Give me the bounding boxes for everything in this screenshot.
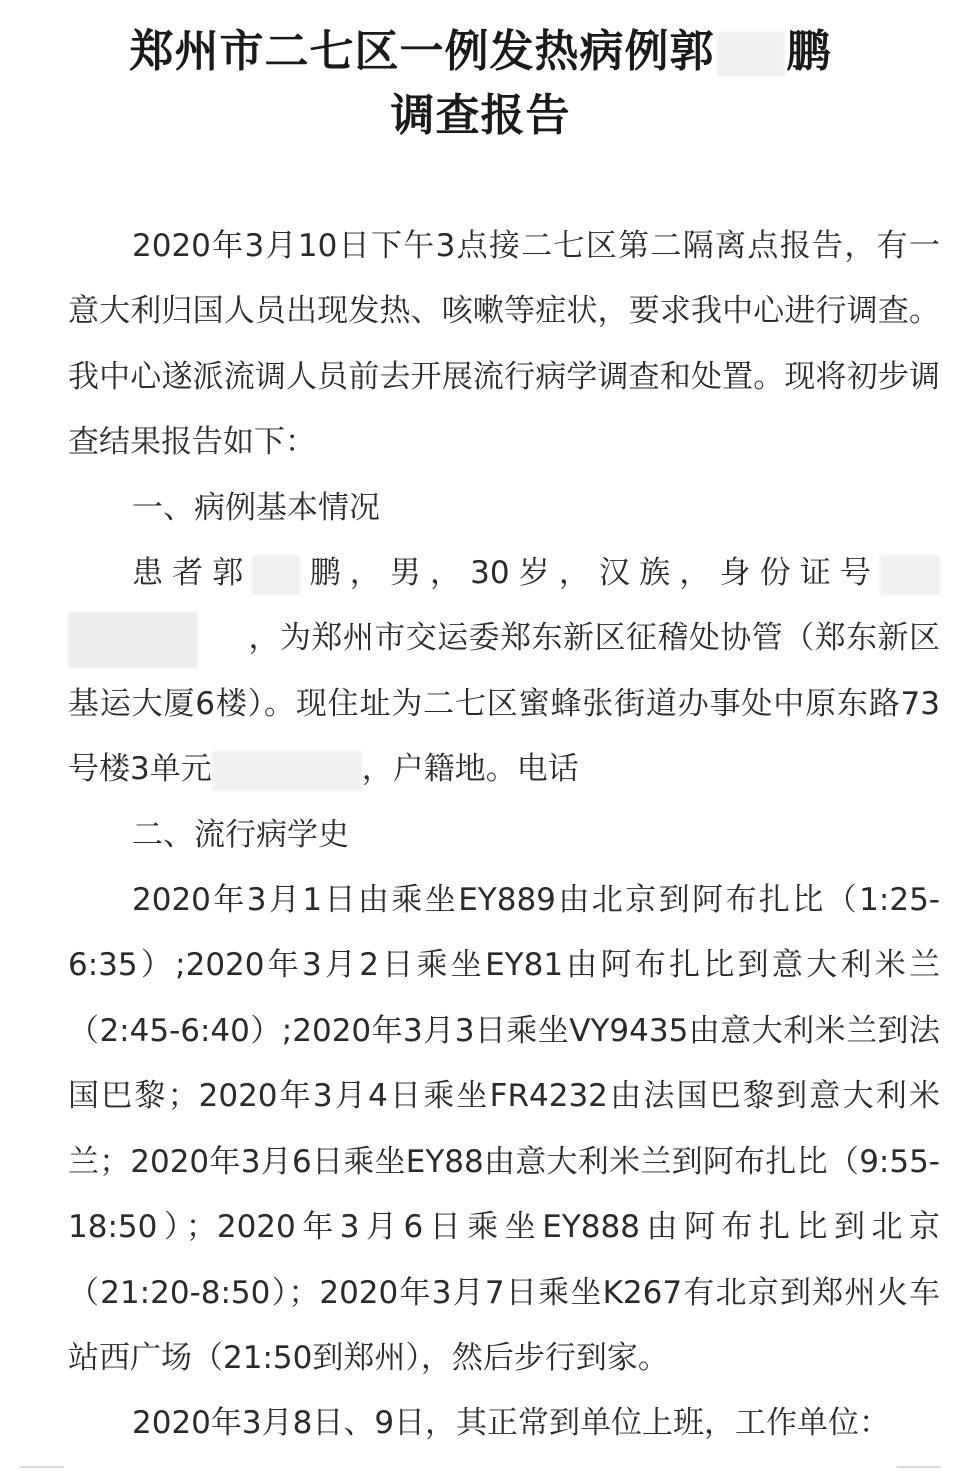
title-line-2: 调查报告 xyxy=(390,90,571,141)
redacted-id-blur xyxy=(880,555,940,595)
patient-text-d: ，户籍地。电话 xyxy=(361,751,579,788)
page-corner-mark xyxy=(897,1466,941,1476)
redacted-address-blur xyxy=(212,751,362,791)
title-line-1-prefix: 郑州市二七区一例发热病例郭 xyxy=(129,26,715,77)
redacted-id-blur xyxy=(68,612,198,668)
title-line-1 xyxy=(0,20,961,84)
redacted-name-blur xyxy=(252,555,300,595)
redacted-name-blur xyxy=(717,32,785,76)
travel-history-paragraph: 2020年3月1日由乘坐EY889由北京到阿布扎比（1:25-6:35）;2020年3月2日乘坐EY81由阿布扎比到意大利米兰（2:45-6:40）;2020年3月3日乘坐VY9435由意大利米兰到法国巴黎；2020年3月4日乘坐FR4232由法国巴黎到意大利米兰；2020年3月6日乘坐EY88由意大利米兰到阿布扎比（9:55-18:50）；2020年3月6日乘坐EY888由阿布扎比到北京（21:20-8:50）；2020年3月7日乘坐K267有北京到郑州火车站西广场（21:50到郑州），然后步行到家。 xyxy=(68,882,940,1376)
report-body xyxy=(68,214,940,1457)
patient-text-a: 患者郭 xyxy=(132,555,253,592)
patient-text-b: 鹏，男，30岁，汉族，身份证号 xyxy=(300,555,881,592)
intro-paragraph: 2020年3月10日下午3点接二七区第二隔离点报告，有一意大利归国人员出现发热、咳嗽等症状，要求我中心进行调查。我中心遂派流调人员前去开展流行病学调查和处置。现将初步调查结果报告如下： xyxy=(68,228,940,461)
section-1-heading: 一、病例基本情况 xyxy=(132,489,380,526)
patient-info-paragraph xyxy=(68,541,940,803)
page-corner-mark xyxy=(20,1466,64,1476)
title-line-1-suffix: 鹏 xyxy=(786,26,832,77)
work-paragraph: 2020年3月8日、9日，其正常到单位上班，工作单位： xyxy=(132,1405,891,1442)
section-2-heading: 二、流行病学史 xyxy=(132,816,349,853)
patient-text-c: ，为郑州市交运委郑东新区征稽处协管（郑东新区基运大厦6楼）。现住址为二七区蜜蜂张街道办事处中原东路73号楼3单元 xyxy=(68,620,940,788)
